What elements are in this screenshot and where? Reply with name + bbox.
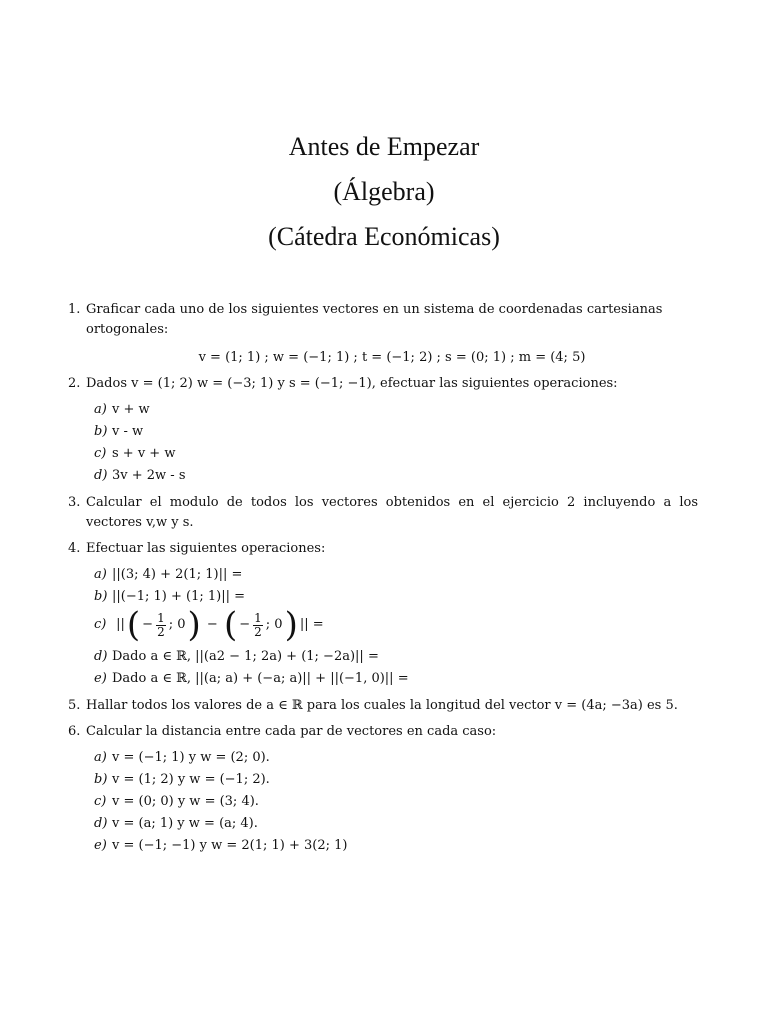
exercise-number: 4. (68, 541, 81, 556)
title-line-3: (Cátedra Económicas) (268, 222, 500, 251)
subitem-text: v = (a; 1) y w = (a; 4). (112, 816, 258, 831)
subitem-label: c) (94, 446, 107, 461)
subitem-label: a) (94, 750, 107, 765)
exercise-number: 6. (68, 724, 81, 739)
subitem-text: v = (0; 0) y w = (3; 4). (112, 794, 259, 809)
subitem (94, 769, 698, 791)
subitem-text: ||(−1; 1) + (1; 1)|| = (112, 589, 245, 604)
subitem (94, 465, 698, 487)
paren-open: ( (126, 605, 141, 645)
subitem (94, 443, 698, 465)
subitem-text: v = (−1; 1) y w = (2; 0). (112, 750, 270, 765)
fraction-numerator: 1 (157, 610, 165, 625)
subitem-list (94, 399, 698, 487)
subitem-text: s + v + w (112, 446, 176, 461)
subitem-text: ||(3; 4) + 2(1; 1)|| = (112, 567, 243, 582)
subitem-text: v + w (112, 402, 150, 417)
subitem (94, 605, 698, 646)
exercise-3 (68, 493, 698, 533)
subitem-label: a) (94, 567, 107, 582)
coordinate-separator: ; 0 (168, 617, 186, 632)
subitem-label: e) (94, 838, 107, 853)
subitem (94, 421, 698, 443)
exercise-5 (68, 696, 698, 716)
subitem-label: b) (94, 589, 108, 604)
fraction-denominator: 2 (157, 624, 165, 639)
subitem (94, 646, 698, 668)
exercise-list (68, 300, 698, 863)
exercise-text: Dados v = (1; 2) w = (−3; 1) y s = (−1; −1), efectuar las siguientes operaciones: (86, 376, 618, 391)
exercise-number: 1. (68, 302, 81, 317)
paren-close: ) (187, 605, 201, 645)
document-title (0, 124, 768, 259)
subitem-text: v = (1; 2) y w = (−1; 2). (112, 772, 270, 787)
title-line-1: Antes de Empezar (288, 132, 480, 161)
fraction-expression (116, 605, 324, 645)
exercise-text: Calcular la distancia entre cada par de vectores en cada caso: (86, 724, 497, 739)
subitem (94, 668, 698, 690)
subitem-label: a) (94, 402, 107, 417)
subitem (94, 747, 698, 769)
exercise-number: 5. (68, 698, 81, 713)
fraction (156, 612, 166, 639)
exercise-2 (68, 374, 698, 487)
exercise-text: Hallar todos los valores de a ∈ ℝ para los cuales la longitud del vector v = (4a; −3a) es 5. (86, 698, 678, 713)
exercise-1 (68, 300, 698, 368)
subitem-label: b) (94, 424, 108, 439)
subitem-label: b) (94, 772, 108, 787)
subitem-text: v - w (112, 424, 144, 439)
paren-close: ) (284, 605, 298, 645)
minus-operator: − (202, 617, 222, 632)
subitem-label: e) (94, 671, 107, 686)
subitem-label: c) (94, 617, 107, 632)
fraction-denominator: 2 (254, 624, 262, 639)
subitem (94, 564, 698, 586)
exercise-text: Calcular el modulo de todos los vectores obtenidos en el ejercicio 2 incluyendo a los vectores v,w y s. (86, 495, 698, 530)
subitem-label: d) (94, 649, 108, 664)
minus-sign: − (142, 617, 154, 632)
paren-open: ( (223, 605, 238, 645)
subitem-label: d) (94, 816, 108, 831)
norm-close: || = (299, 617, 324, 632)
subitem (94, 586, 698, 608)
subitem (94, 813, 698, 835)
exercise-text: Graficar cada uno de los siguientes vectores en un sistema de coordenadas cartesianas ortogonales: (86, 302, 663, 337)
exercise-6 (68, 722, 698, 857)
exercise-4 (68, 539, 698, 690)
subitem-text: Dado a ∈ ℝ, ||(a2 − 1; 2a) + (1; −2a)|| = (112, 649, 379, 664)
coordinate-separator: ; 0 (265, 617, 283, 632)
exercise-text: Efectuar las siguientes operaciones: (86, 541, 326, 556)
subitem-label: c) (94, 794, 107, 809)
norm-open: || (116, 617, 125, 632)
subitem-text: v = (−1; −1) y w = 2(1; 1) + 3(2; 1) (112, 838, 348, 853)
subitem (94, 791, 698, 813)
minus-sign: − (239, 617, 251, 632)
subitem (94, 399, 698, 421)
title-line-2: (Álgebra) (333, 177, 435, 206)
exercise-number: 3. (68, 495, 81, 510)
subitem (94, 835, 698, 857)
display-equation: v = (1; 1) ; w = (−1; 1) ; t = (−1; 2) ; s = (0; 1) ; m = (4; 5) (198, 350, 586, 365)
fraction (253, 612, 263, 639)
exercise-number: 2. (68, 376, 81, 391)
subitem-list (94, 564, 698, 690)
subitem-list (94, 747, 698, 857)
subitem-text: Dado a ∈ ℝ, ||(a; a) + (−a; a)|| + ||(−1, 0)|| = (112, 671, 409, 686)
subitem-label: d) (94, 468, 108, 483)
subitem-text: 3v + 2w - s (112, 468, 186, 483)
fraction-numerator: 1 (254, 610, 262, 625)
